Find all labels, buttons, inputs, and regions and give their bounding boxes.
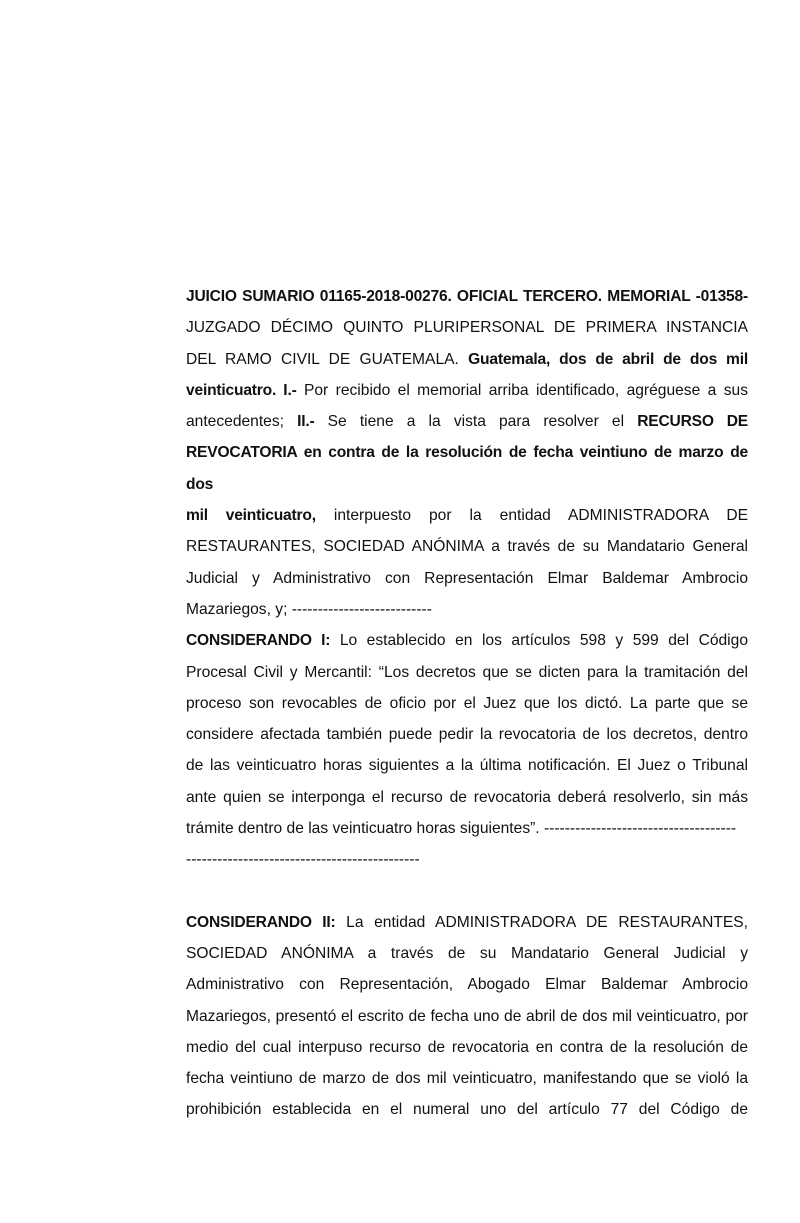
considerando-2-line-1: CONSIDERANDO II: La entidad ADMINISTRADORA DE RESTAURANTES, [186,913,749,931]
intro-line-7: mil veinticuatro, interpuesto por la entidad ADMINISTRADORA DE [186,507,748,525]
considerando-1-line-7: trámite dentro de las veinticuatro horas siguientes”. ------------------------------------- [186,820,737,838]
intro-line-8: RESTAURANTES, SOCIEDAD ANÓNIMA a través de su Mandatario General [186,538,748,556]
recurso-heading: RECURSO DE [637,413,748,431]
intro-line-6: REVOCATORIA en contra de la resolución de fecha veintiuno de marzo de dos [186,444,748,493]
considerando-1-line-6: ante quien se interponga el recurso de revocatoria deberá resolverlo, sin más [186,788,748,806]
intro-line-10: Mazariegos, y; --------------------------- [186,600,432,618]
considerando-1-paragraph [186,625,748,875]
intro-paragraph [186,281,748,625]
resolution-date-cont: veinticuatro. I.- [186,381,297,399]
document-page [186,281,748,1126]
case-header-line [186,281,748,312]
considerando-2-line-3: Administrativo con Representación, Abogado Elmar Baldemar Ambrocio [186,976,748,994]
intro-line-9: Judicial y Administrativo con Representación Elmar Baldemar Ambrocio [186,569,748,587]
considerando-1-line-5: de las veinticuatro horas siguientes a la última notificación. El Juez o Tribunal [186,757,748,775]
case-identifier: JUICIO SUMARIO 01165-2018-00276. OFICIAL TERCERO. MEMORIAL -01358- [186,288,748,305]
considerando-1-line-4: considere afectada también puede pedir la revocatoria de los decretos, dentro [186,726,748,744]
considerando-2-paragraph [186,907,748,1126]
considerando-2-line-2: SOCIEDAD ANÓNIMA a través de su Mandatario General Judicial y [186,944,748,962]
considerando-1-dash-line: --------------------------------------------- [186,851,420,869]
resolution-date: Guatemala, dos de abril de dos mil [468,350,748,368]
court-name-line: JUZGADO DÉCIMO QUINTO PLURIPERSONAL DE PRIMERA INSTANCIA [186,319,748,337]
considerando-2-heading: CONSIDERANDO II: [186,913,336,931]
considerando-2-line-5: medio del cual interpuso recurso de revocatoria en contra de la resolución de [186,1038,748,1056]
considerando-1-line-2: Procesal Civil y Mercantil: “Los decretos que se dicten para la tramitación del [186,663,748,681]
considerando-1-line-1: CONSIDERANDO I: Lo establecido en los artículos 598 y 599 del Código [186,632,748,650]
intro-line-5: antecedentes; II.- Se tiene a la vista para resolver el RECURSO DE [186,413,748,431]
intro-line-4: veinticuatro. I.- Por recibido el memorial arriba identificado, agréguese a sus [186,381,748,399]
considerando-2-line-6: fecha veintiuno de marzo de dos mil veinticuatro, manifestando que se violó la [186,1070,748,1088]
court-location-line: DEL RAMO CIVIL DE GUATEMALA. Guatemala, dos de abril de dos mil [186,350,748,368]
considerando-2-line-7: prohibición establecida en el numeral uno del artículo 77 del Código de [186,1101,748,1119]
considerando-1-heading: CONSIDERANDO I: [186,632,331,650]
considerando-1-line-3: proceso son revocables de oficio por el Juez que los dictó. La parte que se [186,694,748,712]
considerando-2-line-4: Mazariegos, presentó el escrito de fecha uno de abril de dos mil veinticuatro, por [186,1007,748,1025]
